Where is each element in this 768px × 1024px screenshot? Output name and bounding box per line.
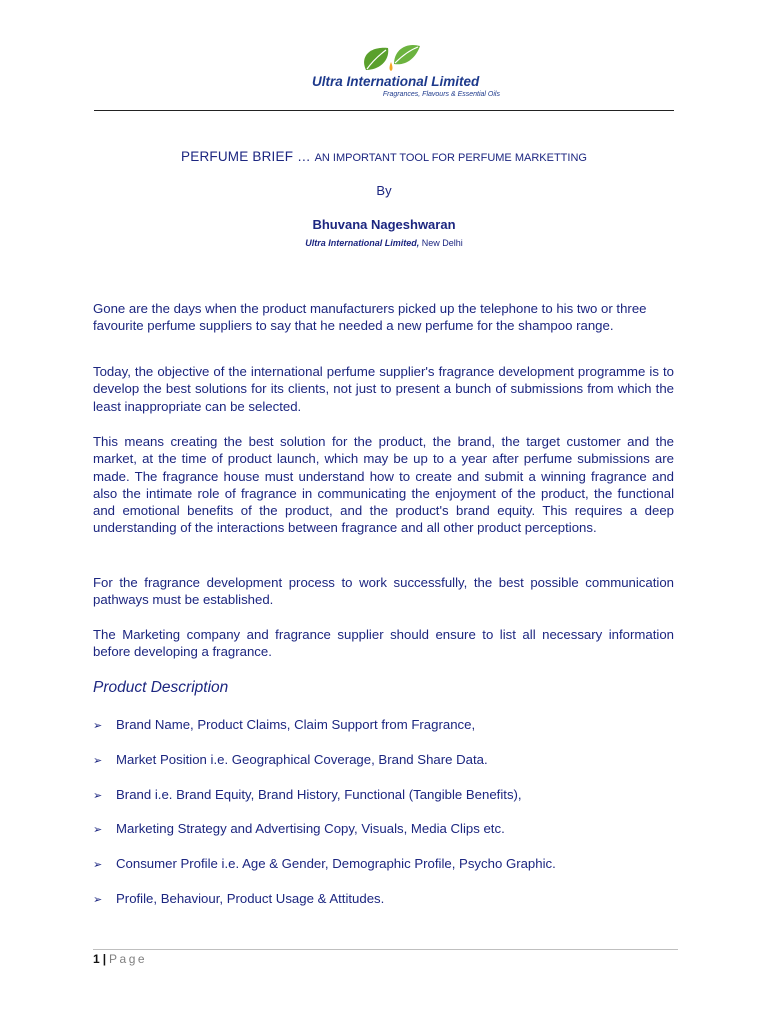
list-item (93, 787, 673, 802)
list-item-text: Brand Name, Product Claims, Claim Support from Fragrance, (116, 717, 476, 732)
byline: By (376, 183, 392, 198)
arrow-bullet-icon: ➢ (93, 790, 103, 802)
list-item (93, 821, 673, 836)
paragraph: This means creating the best solution for the product, the brand, the target customer and the market, at the time of product launch, which may be up to a year after perfume submissions are made. The fragrance house must understand how to create and submit a winning fragrance and also the intimate role of fragrance in communicating the enjoyment of the product, the functional and emotional benefits of the product, and the product's brand equity. This requires a deep understanding of the interactions between fragrance and all other product perceptions. (93, 434, 674, 536)
section-heading: Product Description (93, 679, 229, 696)
list-item-text: Marketing Strategy and Advertising Copy, Visuals, Media Clips etc. (116, 821, 505, 836)
list-item-text: Market Position i.e. Geographical Coverage, Brand Share Data. (116, 752, 488, 767)
header-divider (94, 110, 674, 111)
list-item-text: Profile, Behaviour, Product Usage & Attitudes. (116, 891, 385, 906)
footer-separator: | (102, 952, 107, 966)
arrow-bullet-icon: ➢ (93, 755, 103, 767)
list-item (93, 717, 673, 732)
list-item-text: Brand i.e. Brand Equity, Brand History, Functional (Tangible Benefits), (116, 787, 522, 802)
page-number: 1 (93, 952, 100, 966)
paragraph: Gone are the days when the product manufacturers picked up the telephone to his two or three favourite perfume suppliers to say that he needed a new perfume for the shampoo range. (93, 301, 647, 334)
arrow-bullet-icon: ➢ (93, 859, 103, 871)
arrow-bullet-icon: ➢ (93, 824, 103, 836)
author-affiliation (0, 238, 768, 248)
title-main: PERFUME BRIEF … (181, 149, 311, 164)
author-name: Bhuvana Nageshwaran (312, 217, 456, 232)
arrow-bullet-icon: ➢ (93, 894, 103, 906)
leaf-logo-icon (358, 40, 438, 74)
list-item-text: Consumer Profile i.e. Age & Gender, Demographic Profile, Psycho Graphic. (116, 856, 556, 871)
arrow-bullet-icon: ➢ (93, 720, 103, 732)
logo-tagline: Fragrances, Flavours & Essential Oils (382, 91, 500, 98)
paragraph: Today, the objective of the international perfume supplier's fragrance development programme is to develop the best solutions for its clients, not just to present a bunch of submissions from which the least inappropriate can be selected. (93, 364, 674, 414)
page-footer (93, 952, 147, 966)
logo-company-name: Ultra International Limited (312, 74, 480, 89)
document-title (0, 149, 768, 164)
list-item (93, 891, 673, 906)
list-item (93, 856, 673, 871)
paragraph: For the fragrance development process to work successfully, the best possible communication pathways must be established. (93, 575, 674, 608)
list-item (93, 752, 673, 767)
affiliation-city: New Delhi (421, 238, 463, 248)
paragraph: The Marketing company and fragrance supplier should ensure to list all necessary information before developing a fragrance. (93, 627, 674, 660)
affiliation-org: Ultra International Limited, (305, 238, 420, 248)
title-sub: AN IMPORTANT TOOL FOR PERFUME MARKETTING (314, 152, 587, 164)
company-logo (300, 40, 500, 102)
footer-divider (93, 949, 678, 950)
page-label: Page (109, 952, 148, 966)
